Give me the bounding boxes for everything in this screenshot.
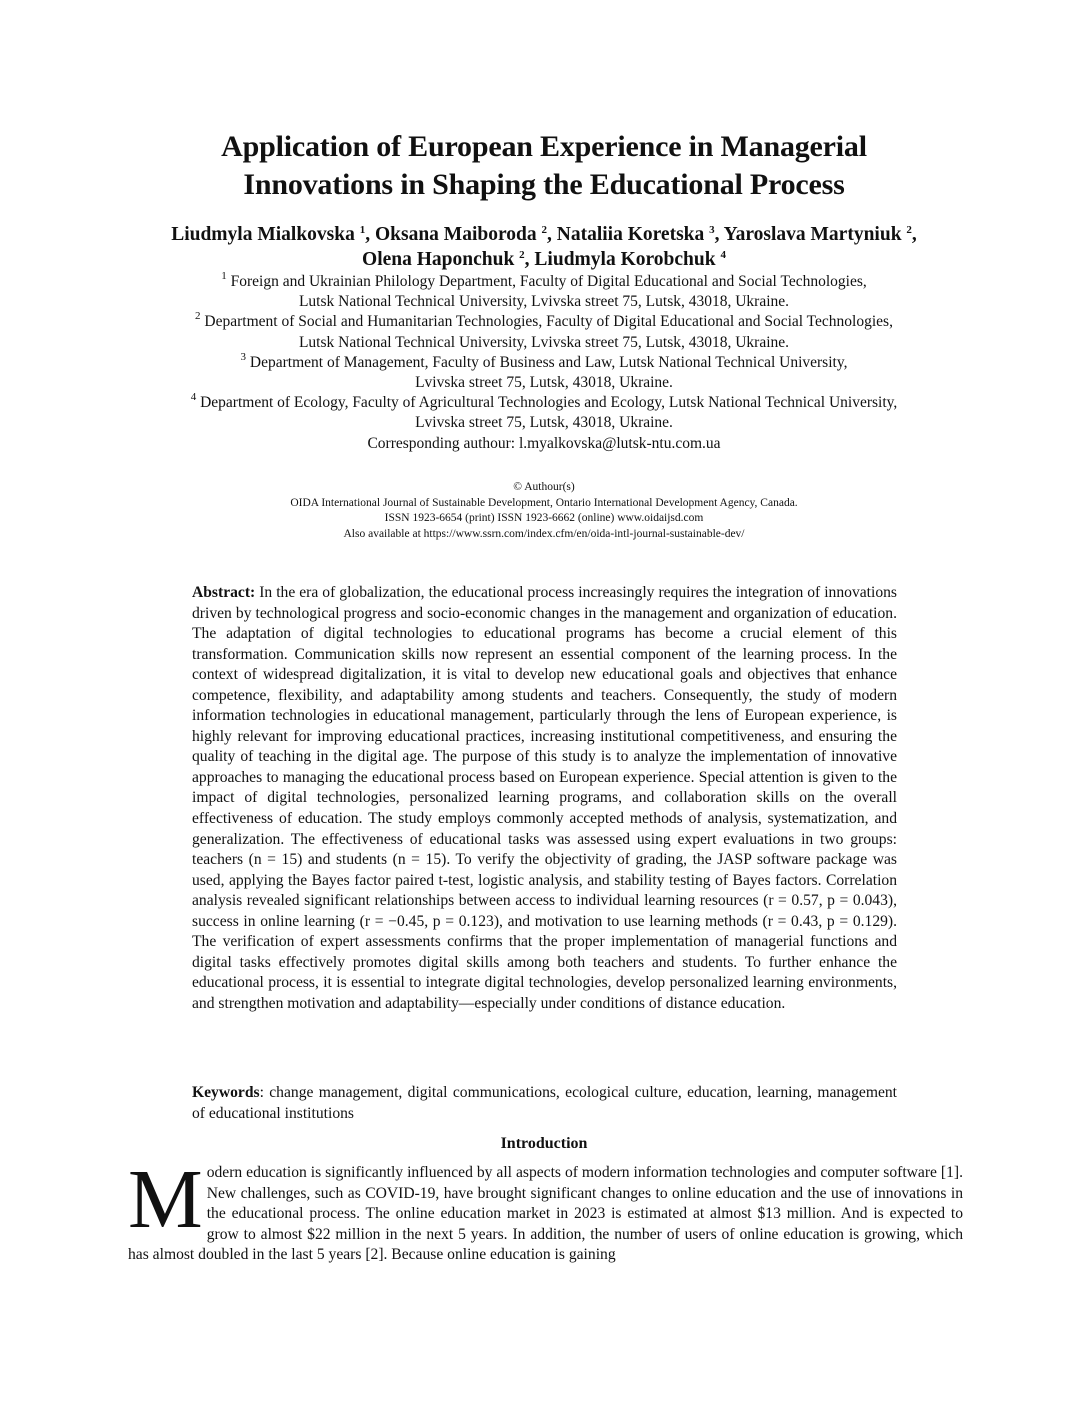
affil-line: Foreign and Ukrainian Philology Department, Faculty of Digital Educational and Social Technologies, xyxy=(230,273,867,290)
affiliation-3 xyxy=(0,350,1088,393)
author-separator: , xyxy=(547,224,557,245)
journal-line: OIDA International Journal of Sustainable Development, Ontario International Development Agency, Canada. xyxy=(290,496,798,509)
author-name: Yaroslava Martyniuk xyxy=(723,224,902,245)
availability-line: Also available at https://www.ssrn.com/index.cfm/en/oida-intl-journal-sustainable-dev/ xyxy=(343,527,745,540)
title-line-2: Innovations in Shaping the Educational Process xyxy=(243,168,845,201)
affil-line: Lvivska street 75, Lutsk, 43018, Ukraine. xyxy=(415,414,673,432)
author-separator: , xyxy=(365,224,375,245)
affil-line: Lvivska street 75, Lutsk, 43018, Ukraine. xyxy=(415,374,673,392)
author-separator: , xyxy=(911,224,917,245)
author-name: Olena Haponchuk xyxy=(362,249,515,270)
affil-line: Department of Management, Faculty of Business and Law, Lutsk National Technical University, xyxy=(249,353,848,371)
affil-mark: 3 xyxy=(240,350,247,363)
authors-line-2 xyxy=(0,247,1088,272)
section-heading-introduction: Introduction xyxy=(500,1135,588,1152)
authors-line-1 xyxy=(0,222,1088,247)
author-name: Nataliia Koretska xyxy=(556,224,705,245)
affiliations xyxy=(0,272,1088,454)
issn-line: ISSN 1923-6654 (print) ISSN 1923-6662 (online) www.oidaijsd.com xyxy=(384,512,704,524)
affil-mark: 2 xyxy=(195,310,201,323)
abstract-label: Abstract: xyxy=(192,584,256,601)
author-name: Liudmyla Korobchuk xyxy=(534,249,716,270)
author-affil-mark: 4 xyxy=(720,249,726,261)
affil-mark: 4 xyxy=(190,391,197,404)
author-name: Liudmyla Mialkovska xyxy=(171,224,355,245)
affil-line: Department of Ecology, Faculty of Agricultural Technologies and Ecology, Lutsk National Technical University, xyxy=(200,394,898,412)
author-affil-mark: 1 xyxy=(359,224,366,236)
affil-line: Lutsk National Technical University, Lvivska street 75, Lutsk, 43018, Ukraine. xyxy=(298,333,790,351)
affil-line: Lutsk National Technical University, Lvivska street 75, Lutsk, 43018, Ukraine. xyxy=(298,293,790,311)
affil-mark: 1 xyxy=(221,270,227,282)
abstract xyxy=(192,583,897,1014)
title-line-1: Application of European Experience in Managerial xyxy=(221,130,867,163)
publication-info xyxy=(0,480,1088,542)
affil-line: Department of Social and Humanitarian Technologies, Faculty of Digital Educational and Social Technologies, xyxy=(204,313,893,331)
affiliation-2 xyxy=(0,312,1088,352)
author-affil-mark: 2 xyxy=(519,249,525,261)
keywords-label: Keywords xyxy=(192,1084,260,1101)
author-list xyxy=(0,222,1088,272)
introduction-paragraph xyxy=(128,1153,963,1266)
keywords xyxy=(192,1083,897,1124)
drop-cap: M xyxy=(128,1153,203,1246)
keywords-text: : change management, digital communications, ecological culture, education, learning, management of educational institutions xyxy=(192,1084,897,1122)
affiliation-1 xyxy=(0,272,1088,312)
copyright-line: © Authour(s) xyxy=(513,481,575,493)
affiliation-4 xyxy=(0,393,1088,433)
author-name: Oksana Maiboroda xyxy=(374,224,537,245)
author-affil-mark: 2 xyxy=(541,224,547,236)
introduction-text: odern education is significantly influenced by all aspects of modern information technologies and computer software [1]. New challenges, such as COVID-19, have brought significant changes to online education and the use of innovations in the educational process. The online education market in 2023 is estimated at almost $13 million. And is expected to grow to almost $22 million in the next 5 years. In addition, the number of users of online education is growing, which has almost doubled in the last 5 years [2]. Because online education is gaining xyxy=(128,1164,963,1264)
corresponding-author: Corresponding authour: l.myalkovska@lutsk-ntu.com.ua xyxy=(367,434,721,452)
author-affil-mark: 3 xyxy=(709,224,715,236)
abstract-text: In the era of globalization, the educational process increasingly requires the integration of innovations driven by technological progress and socio-economic changes in the management and organization of education. The adaptation of digital technologies to educational programs has become a crucial element of this transformation. Communication skills now represent an essential component of the learning process. In the context of widespread digitalization, it is vital to develop new educational goals and objectives that enhance competence, flexibility, and adaptability among students and teachers. Consequently, the study of modern information technologies in educational management, particularly through the lens of European experience, is highly relevant for improving educational practices, increasing institutional competitiveness, and ensuring the quality of teaching in the digital age. The purpose of this study is to analyze the implementation of innovative approaches to managing the educational process based on European experience. Special attention is given to the impact of digital technologies, personalized learning programs, and collaboration skills on the overall effectiveness of education. The study employs commonly accepted methods of analysis, systematization, and generalization. The effectiveness of educational tasks was assessed using expert evaluations in two groups: teachers (n = 15) and students (n = 15). To verify the objectivity of grading, the JASP software package was used, applying the Bayes factor paired t-test, logistic analysis, and stability testing of Bayes factors. Correlation analysis revealed significant relationships between access to individual learning resources (r = 0.57, p = 0.043), success in online learning (r = −0.45, p = 0.123), and motivation to use learning methods (r = 0.43, p = 0.129). The verification of expert assessments confirms that the proper implementation of managerial functions and digital tasks effectively promotes digital skills among both teachers and students. To further enhance the educational process, it is essential to integrate digital technologies, develop personalized learning environments, and strengthen motivation and adaptability—especially under conditions of distance education. xyxy=(192,584,897,1012)
paper-title xyxy=(0,128,1088,204)
author-separator: , xyxy=(524,249,535,270)
author-affil-mark: 2 xyxy=(906,224,912,236)
author-separator: , xyxy=(714,224,724,245)
